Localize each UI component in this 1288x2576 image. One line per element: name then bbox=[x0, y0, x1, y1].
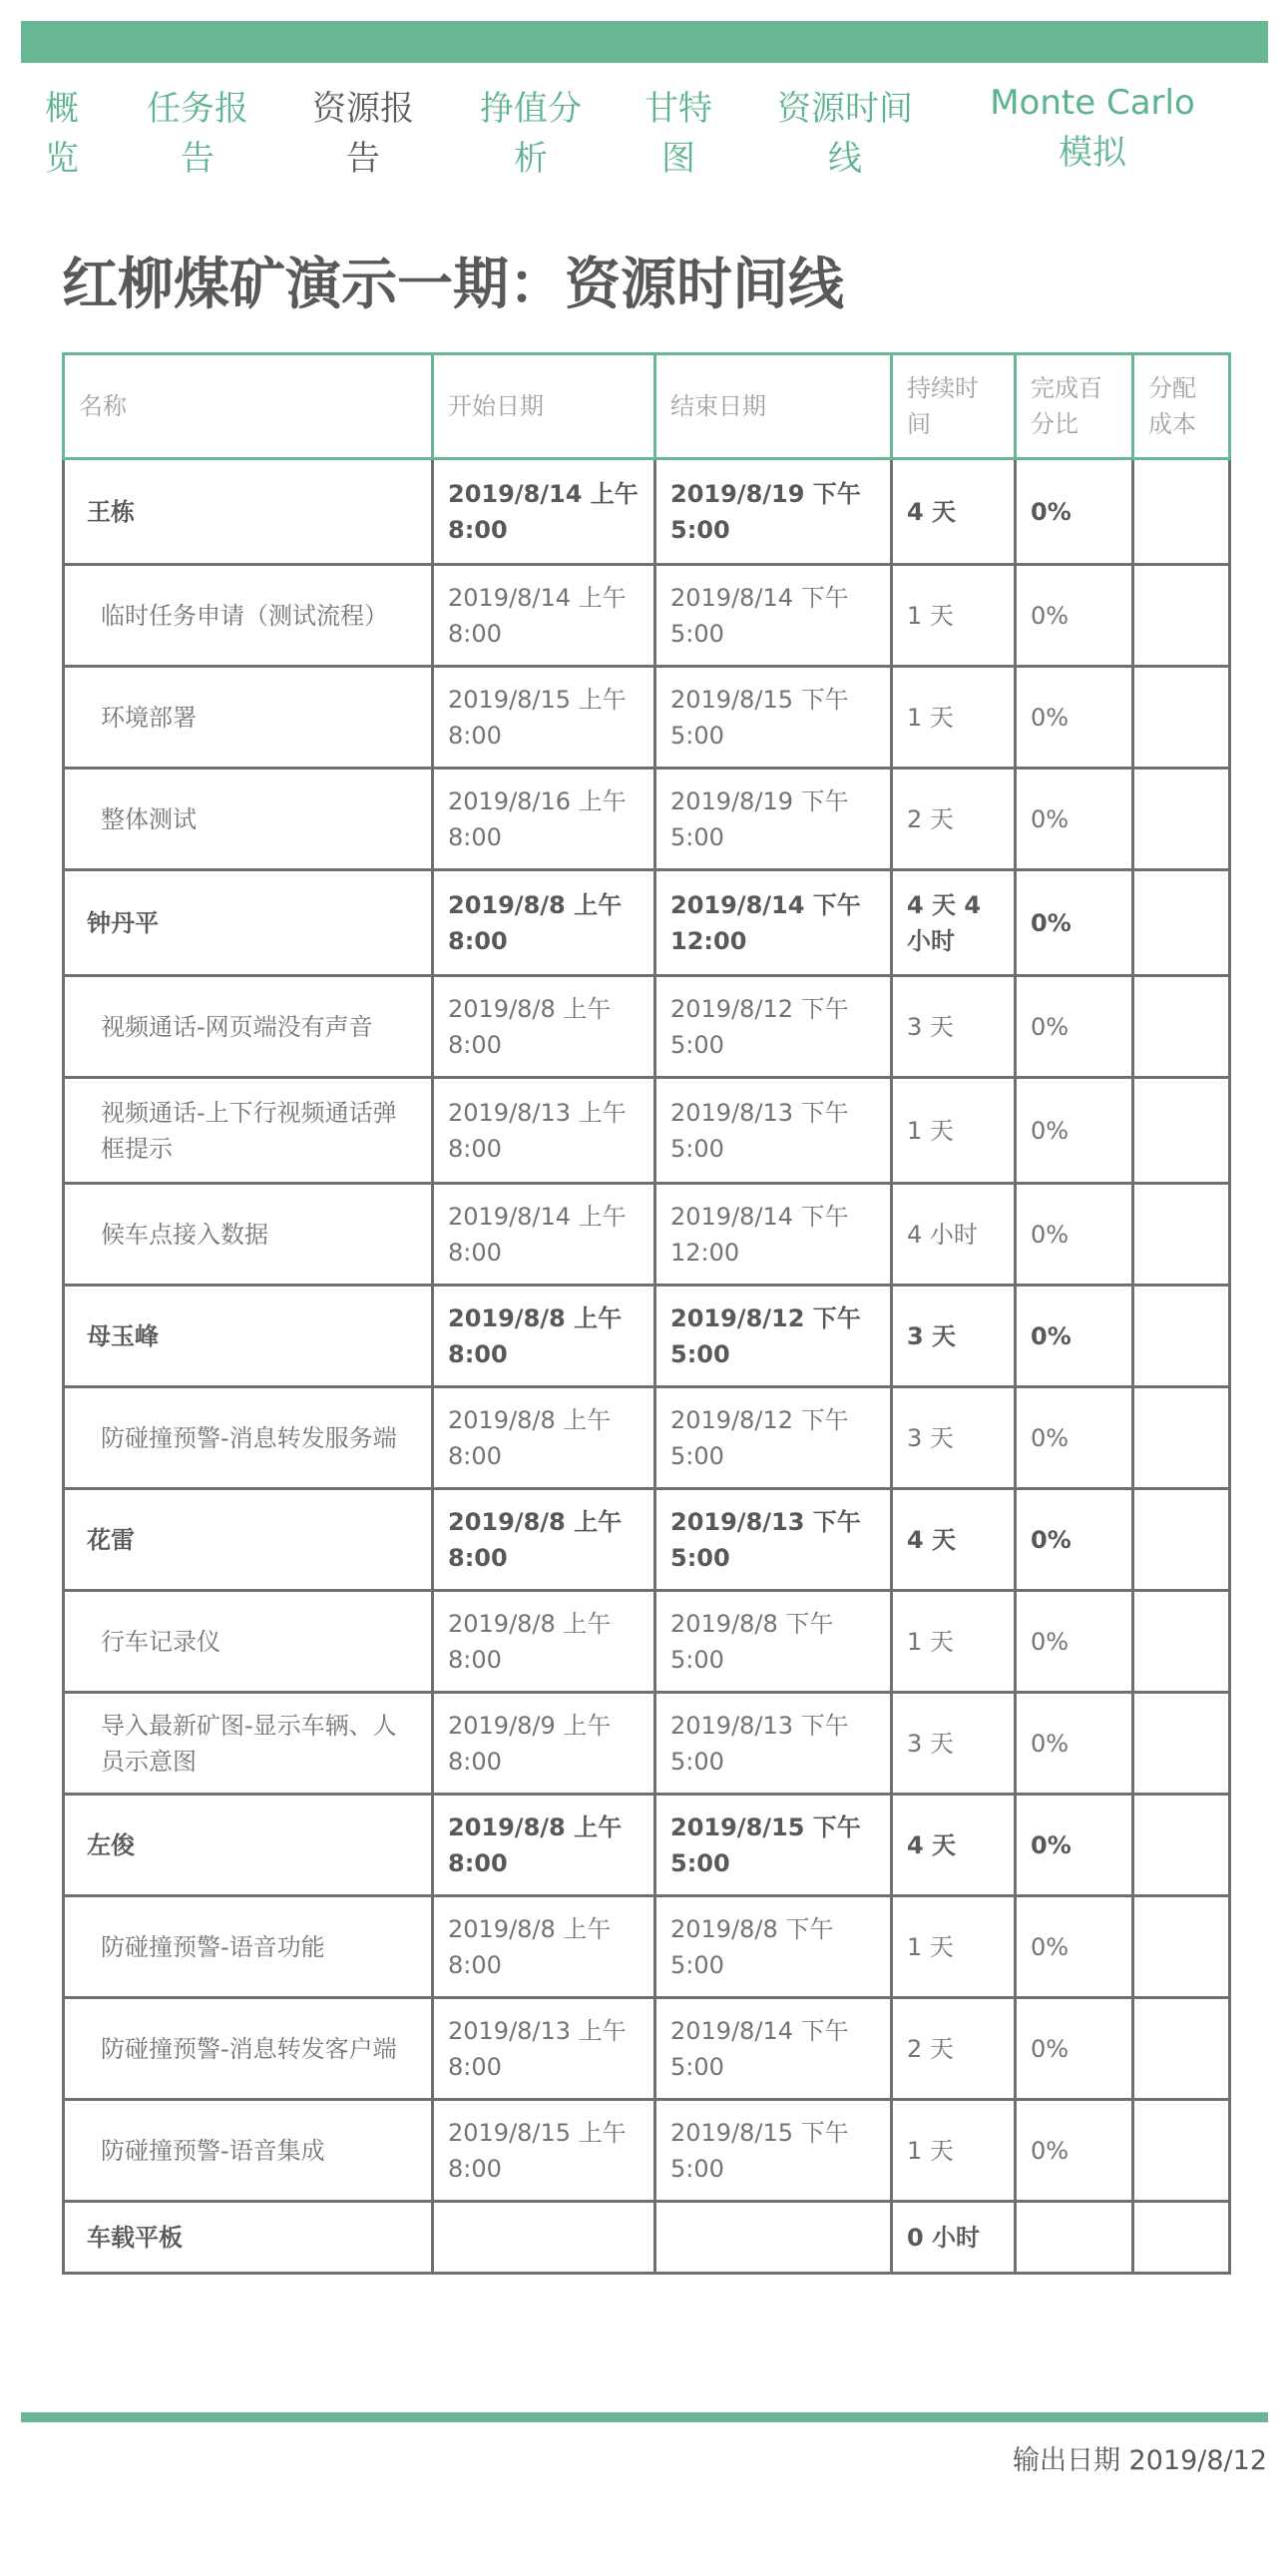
duration-cell: 2 天 bbox=[892, 769, 1016, 870]
percent-cell: 0% bbox=[1016, 1795, 1133, 1896]
header-start-date: 开始日期 bbox=[433, 354, 655, 459]
nav-task-report-label: 任务报 告 bbox=[147, 89, 248, 179]
name-cell: 防碰撞预警-语音集成 bbox=[64, 2100, 433, 2202]
percent-cell: 0% bbox=[1016, 1078, 1133, 1184]
task-row bbox=[64, 1693, 1230, 1795]
cost-cell bbox=[1133, 667, 1230, 769]
duration-cell: 4 天 bbox=[892, 1489, 1016, 1591]
nav-monte-carlo[interactable] bbox=[978, 78, 1207, 178]
nav-gantt[interactable] bbox=[641, 84, 716, 184]
percent-cell: 0% bbox=[1016, 1693, 1133, 1795]
percent-cell: 0% bbox=[1016, 2100, 1133, 2202]
end-date-cell: 2019/8/14 下午5:00 bbox=[655, 1998, 892, 2100]
end-date-cell bbox=[655, 2202, 892, 2274]
resource-group-row bbox=[64, 870, 1230, 976]
start-date-cell: 2019/8/15 上午8:00 bbox=[433, 2100, 655, 2202]
cost-cell bbox=[1133, 2100, 1230, 2202]
name-cell: 防碰撞预警-消息转发服务端 bbox=[64, 1387, 433, 1489]
percent-cell: 0% bbox=[1016, 565, 1133, 667]
name-cell: 王栋 bbox=[64, 459, 433, 565]
resource-group-row bbox=[64, 1795, 1230, 1896]
cost-cell bbox=[1133, 1591, 1230, 1693]
duration-cell: 4 天 bbox=[892, 1795, 1016, 1896]
bottom-accent-bar bbox=[21, 2412, 1268, 2422]
duration-cell: 3 天 bbox=[892, 1286, 1016, 1387]
table-body bbox=[64, 459, 1230, 2274]
task-row bbox=[64, 1591, 1230, 1693]
end-date-cell: 2019/8/15 下午5:00 bbox=[655, 2100, 892, 2202]
name-cell: 车载平板 bbox=[64, 2202, 433, 2274]
task-row bbox=[64, 1387, 1230, 1489]
percent-cell: 0% bbox=[1016, 1896, 1133, 1998]
start-date-cell: 2019/8/9 上午8:00 bbox=[433, 1693, 655, 1795]
header-duration: 持续时间 bbox=[892, 354, 1016, 459]
header-end-date: 结束日期 bbox=[655, 354, 892, 459]
end-date-cell: 2019/8/14 下午12:00 bbox=[655, 1184, 892, 1286]
cost-cell bbox=[1133, 1184, 1230, 1286]
name-cell: 左俊 bbox=[64, 1795, 433, 1896]
start-date-cell: 2019/8/8 上午8:00 bbox=[433, 1489, 655, 1591]
duration-cell: 0 小时 bbox=[892, 2202, 1016, 2274]
table-header-row bbox=[64, 354, 1230, 459]
start-date-cell bbox=[433, 2202, 655, 2274]
cost-cell bbox=[1133, 1795, 1230, 1896]
name-cell: 钟丹平 bbox=[64, 870, 433, 976]
nav-gantt-label: 甘特 图 bbox=[644, 89, 712, 179]
start-date-cell: 2019/8/8 上午8:00 bbox=[433, 1591, 655, 1693]
name-cell: 防碰撞预警-语音功能 bbox=[64, 1896, 433, 1998]
duration-cell: 3 天 bbox=[892, 1693, 1016, 1795]
header-name: 名称 bbox=[64, 354, 433, 459]
name-cell: 视频通话-上下行视频通话弹框提示 bbox=[64, 1078, 433, 1184]
nav-resource-timeline-label: 资源时间 线 bbox=[777, 89, 913, 179]
page-title: 红柳煤矿演示一期：资源时间线 bbox=[62, 253, 844, 317]
end-date-cell: 2019/8/14 下午5:00 bbox=[655, 565, 892, 667]
task-row bbox=[64, 565, 1230, 667]
header-percent-complete: 完成百分比 bbox=[1016, 354, 1133, 459]
header-assigned-cost: 分配成本 bbox=[1133, 354, 1230, 459]
task-row bbox=[64, 2100, 1230, 2202]
end-date-cell: 2019/8/14 下午12:00 bbox=[655, 870, 892, 976]
resource-timeline-table bbox=[62, 352, 1231, 2275]
export-date: 输出日期 2019/8/12 bbox=[1012, 2445, 1267, 2476]
cost-cell bbox=[1133, 2202, 1230, 2274]
name-cell: 临时任务申请（测试流程） bbox=[64, 565, 433, 667]
nav-earned-value[interactable] bbox=[473, 84, 589, 184]
duration-cell: 3 天 bbox=[892, 976, 1016, 1078]
resource-group-row bbox=[64, 2202, 1230, 2274]
end-date-cell: 2019/8/13 下午5:00 bbox=[655, 1693, 892, 1795]
end-date-cell: 2019/8/15 下午5:00 bbox=[655, 667, 892, 769]
start-date-cell: 2019/8/8 上午8:00 bbox=[433, 1795, 655, 1896]
task-row bbox=[64, 1896, 1230, 1998]
nav-resource-timeline[interactable] bbox=[770, 84, 920, 184]
percent-cell: 0% bbox=[1016, 870, 1133, 976]
duration-cell: 1 天 bbox=[892, 667, 1016, 769]
report-nav bbox=[0, 84, 1288, 184]
cost-cell bbox=[1133, 769, 1230, 870]
top-accent-bar bbox=[21, 21, 1268, 63]
name-cell: 防碰撞预警-消息转发客户端 bbox=[64, 1998, 433, 2100]
cost-cell bbox=[1133, 1387, 1230, 1489]
duration-cell: 1 天 bbox=[892, 2100, 1016, 2202]
start-date-cell: 2019/8/14 上午8:00 bbox=[433, 1184, 655, 1286]
start-date-cell: 2019/8/8 上午8:00 bbox=[433, 1286, 655, 1387]
cost-cell bbox=[1133, 1286, 1230, 1387]
end-date-cell: 2019/8/13 下午5:00 bbox=[655, 1078, 892, 1184]
start-date-cell: 2019/8/14 上午8:00 bbox=[433, 565, 655, 667]
cost-cell bbox=[1133, 1078, 1230, 1184]
percent-cell: 0% bbox=[1016, 769, 1133, 870]
cost-cell bbox=[1133, 459, 1230, 565]
task-row bbox=[64, 667, 1230, 769]
start-date-cell: 2019/8/15 上午8:00 bbox=[433, 667, 655, 769]
end-date-cell: 2019/8/15 下午5:00 bbox=[655, 1795, 892, 1896]
name-cell: 整体测试 bbox=[64, 769, 433, 870]
percent-cell: 0% bbox=[1016, 1184, 1133, 1286]
duration-cell: 1 天 bbox=[892, 1896, 1016, 1998]
resource-timeline-table-wrap bbox=[62, 352, 1231, 2275]
name-cell: 视频通话-网页端没有声音 bbox=[64, 976, 433, 1078]
percent-cell: 0% bbox=[1016, 976, 1133, 1078]
name-cell: 母玉峰 bbox=[64, 1286, 433, 1387]
start-date-cell: 2019/8/8 上午8:00 bbox=[433, 1896, 655, 1998]
duration-cell: 1 天 bbox=[892, 565, 1016, 667]
start-date-cell: 2019/8/8 上午8:00 bbox=[433, 1387, 655, 1489]
end-date-cell: 2019/8/12 下午5:00 bbox=[655, 1387, 892, 1489]
cost-cell bbox=[1133, 870, 1230, 976]
percent-cell: 0% bbox=[1016, 667, 1133, 769]
start-date-cell: 2019/8/8 上午8:00 bbox=[433, 870, 655, 976]
start-date-cell: 2019/8/13 上午8:00 bbox=[433, 1998, 655, 2100]
nav-resource-report[interactable] bbox=[305, 84, 421, 184]
duration-cell: 4 天 4 小时 bbox=[892, 870, 1016, 976]
duration-cell: 1 天 bbox=[892, 1078, 1016, 1184]
end-date-cell: 2019/8/8 下午5:00 bbox=[655, 1591, 892, 1693]
name-cell: 行车记录仪 bbox=[64, 1591, 433, 1693]
duration-cell: 3 天 bbox=[892, 1387, 1016, 1489]
start-date-cell: 2019/8/13 上午8:00 bbox=[433, 1078, 655, 1184]
percent-cell: 0% bbox=[1016, 1998, 1133, 2100]
end-date-cell: 2019/8/13 下午5:00 bbox=[655, 1489, 892, 1591]
nav-overview[interactable] bbox=[40, 84, 84, 184]
duration-cell: 2 天 bbox=[892, 1998, 1016, 2100]
percent-cell: 0% bbox=[1016, 1489, 1133, 1591]
duration-cell: 4 小时 bbox=[892, 1184, 1016, 1286]
percent-cell bbox=[1016, 2202, 1133, 2274]
name-cell: 环境部署 bbox=[64, 667, 433, 769]
duration-cell: 1 天 bbox=[892, 1591, 1016, 1693]
end-date-cell: 2019/8/12 下午5:00 bbox=[655, 1286, 892, 1387]
task-row bbox=[64, 1184, 1230, 1286]
end-date-cell: 2019/8/19 下午5:00 bbox=[655, 769, 892, 870]
task-row bbox=[64, 1998, 1230, 2100]
name-cell: 花雷 bbox=[64, 1489, 433, 1591]
resource-group-row bbox=[64, 459, 1230, 565]
nav-monte-carlo-label: Monte Carlo 模拟 bbox=[990, 83, 1195, 173]
cost-cell bbox=[1133, 1998, 1230, 2100]
cost-cell bbox=[1133, 1489, 1230, 1591]
nav-resource-report-label: 资源报 告 bbox=[312, 89, 414, 179]
name-cell: 候车点接入数据 bbox=[64, 1184, 433, 1286]
task-row bbox=[64, 769, 1230, 870]
start-date-cell: 2019/8/8 上午8:00 bbox=[433, 976, 655, 1078]
task-row bbox=[64, 1078, 1230, 1184]
end-date-cell: 2019/8/19 下午5:00 bbox=[655, 459, 892, 565]
resource-group-row bbox=[64, 1286, 1230, 1387]
task-row bbox=[64, 976, 1230, 1078]
cost-cell bbox=[1133, 1693, 1230, 1795]
end-date-cell: 2019/8/12 下午5:00 bbox=[655, 976, 892, 1078]
resource-group-row bbox=[64, 1489, 1230, 1591]
name-cell: 导入最新矿图-显示车辆、人员示意图 bbox=[64, 1693, 433, 1795]
nav-overview-label: 概 览 bbox=[45, 89, 79, 179]
cost-cell bbox=[1133, 976, 1230, 1078]
percent-cell: 0% bbox=[1016, 1387, 1133, 1489]
cost-cell bbox=[1133, 1896, 1230, 1998]
percent-cell: 0% bbox=[1016, 459, 1133, 565]
end-date-cell: 2019/8/8 下午5:00 bbox=[655, 1896, 892, 1998]
percent-cell: 0% bbox=[1016, 1286, 1133, 1387]
start-date-cell: 2019/8/16 上午8:00 bbox=[433, 769, 655, 870]
cost-cell bbox=[1133, 565, 1230, 667]
start-date-cell: 2019/8/14 上午8:00 bbox=[433, 459, 655, 565]
nav-earned-value-label: 挣值分 析 bbox=[480, 89, 582, 179]
nav-task-report[interactable] bbox=[140, 84, 255, 184]
duration-cell: 4 天 bbox=[892, 459, 1016, 565]
percent-cell: 0% bbox=[1016, 1591, 1133, 1693]
